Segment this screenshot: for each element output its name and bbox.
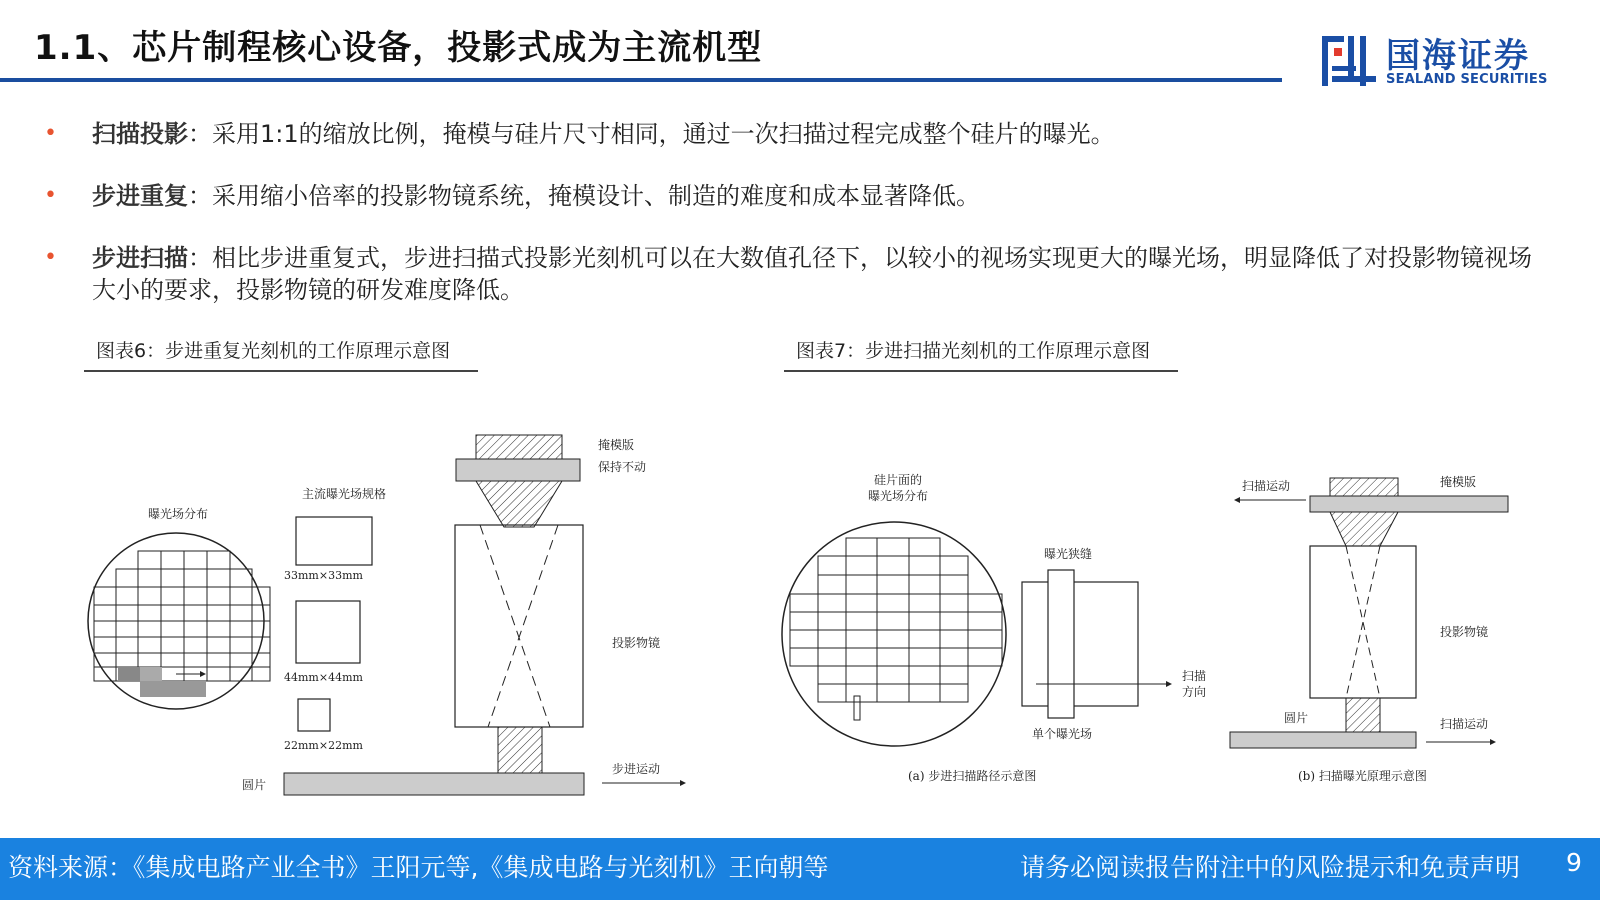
figure6-diagram [80, 425, 700, 805]
bullet-key: 步进重复 [92, 182, 188, 210]
fig6-wafer-stage [284, 773, 584, 795]
bullet-key: 步进扫描 [92, 244, 188, 272]
fig6-label-lens: 投影物镜 [612, 636, 661, 650]
fig6-size-2: 44mm×44mm [284, 671, 363, 684]
fig6-mask-plate [456, 459, 580, 481]
logo [1318, 26, 1578, 94]
bullet-key: 扫描投影 [92, 120, 188, 148]
fig7-wafer-stage [1230, 732, 1416, 748]
fig7-label-scan-top: 扫描运动 [1242, 479, 1291, 493]
fig7-sub-a: (a) 步进扫描路径示意图 [908, 769, 1037, 783]
fig6-label-exposure-dist: 曝光场分布 [148, 507, 209, 521]
fig7-mask-top [1330, 478, 1398, 496]
fig6-spec-box-1 [296, 517, 372, 565]
fig7-label-scan-dir1: 扫描 [1182, 669, 1207, 683]
fig6-label-mask: 掩模版 [598, 438, 635, 452]
fig7-exposure-slit [1048, 570, 1074, 718]
fig7-label-wafer: 圆片 [1284, 711, 1309, 725]
page-number: 9 [1566, 848, 1582, 877]
bullet-text: ：相比步进重复式，步进扫描式投影光刻机可以在大数值孔径下，以较小的视场实现更大的曝光场，明显降低了对投影物镜视场大小的要求，投影物镜的研发难度降低。 [92, 244, 1532, 304]
figure7-caption: 图表7：步进扫描光刻机的工作原理示意图 [796, 340, 1151, 362]
fig6-projection-lens [455, 525, 583, 727]
bullet-item [44, 180, 1554, 212]
page-title: 1.1、芯片制程核心设备，投影式成为主流机型 [34, 28, 763, 68]
figure7-diagram [776, 460, 1536, 800]
figure7-rule [784, 370, 1178, 372]
footer-bar [0, 838, 1600, 900]
bullet-text: ：采用缩小倍率的投影物镜系统，掩模设计、制造的难度和成本显著降低。 [188, 182, 980, 210]
fig6-label-mask-fixed: 保持不动 [598, 460, 647, 474]
fig6-size-3: 22mm×22mm [284, 739, 363, 752]
fig7-label-slit: 曝光狭缝 [1044, 547, 1093, 561]
fig7-label-wafer-dist1: 硅片面的 [874, 473, 923, 487]
logo-en: SEALAND SECURITIES [1386, 72, 1548, 87]
bullet-item [44, 242, 1554, 306]
bullet-dot-icon: • [44, 245, 57, 270]
figure6-rule [84, 370, 478, 372]
title-rule [0, 78, 1282, 82]
fig7-label-lens: 投影物镜 [1440, 625, 1489, 639]
bullet-dot-icon: • [44, 183, 57, 208]
fig6-label-wafer: 圆片 [242, 778, 267, 792]
bullet-dot-icon: • [44, 121, 57, 146]
footer-source: 资料来源：《集成电路产业全书》王阳元等,《集成电路与光刻机》王向朝等 [8, 853, 829, 882]
fig7-label-mask: 掩模版 [1440, 475, 1477, 489]
bullet-text: ：采用1:1的缩放比例，掩模与硅片尺寸相同，通过一次扫描过程完成整个硅片的曝光。 [188, 120, 1115, 148]
fig7-beam-bottom [1346, 698, 1380, 732]
fig7-mask-plate [1310, 496, 1508, 512]
fig7-label-scan-bottom: 扫描运动 [1440, 717, 1489, 731]
fig7-single-field [1022, 582, 1138, 706]
fig6-mask-top [476, 435, 562, 459]
fig6-spec-box-2 [296, 601, 360, 663]
fig7-label-single-field: 单个曝光场 [1032, 727, 1093, 741]
footer-disclaimer: 请务必阅读报告附注中的风险提示和免责声明 [1020, 853, 1521, 882]
fig6-spec-box-3 [298, 699, 330, 731]
fig6-exposure-grid [94, 551, 270, 681]
fig6-beam-cone [476, 481, 562, 527]
logo-mark-icon [1318, 30, 1380, 92]
logo-cn: 国海证券 [1386, 36, 1530, 76]
bullet-list [44, 118, 1554, 336]
fig6-size-1: 33mm×33mm [284, 569, 363, 582]
fig7-beam-cone [1330, 512, 1398, 546]
fig6-beam-bottom [498, 727, 542, 773]
fig7-exposure-grid [790, 538, 1002, 702]
figure6-caption: 图表6：步进重复光刻机的工作原理示意图 [96, 340, 451, 362]
bullet-item [44, 118, 1554, 150]
fig7-label-wafer-dist2: 曝光场分布 [868, 489, 929, 503]
fig7-label-scan-dir2: 方向 [1182, 685, 1207, 699]
fig7-projection-lens [1310, 546, 1416, 698]
fig7-sub-b: (b) 扫描曝光原理示意图 [1298, 769, 1427, 783]
fig6-label-mainstream: 主流曝光场规格 [302, 487, 387, 501]
fig6-label-step-motion: 步进运动 [612, 762, 661, 776]
